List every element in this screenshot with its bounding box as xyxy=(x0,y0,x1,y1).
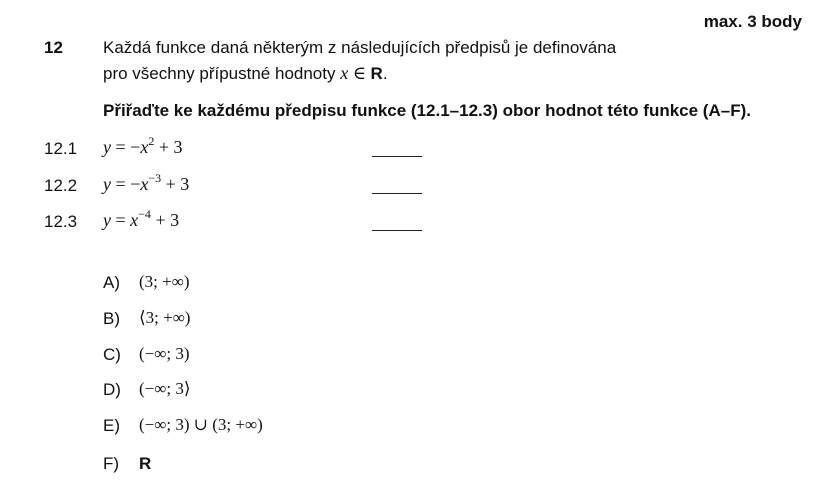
formula-variable: x xyxy=(140,137,149,157)
option-text-e: (−∞; 3) ∪ (3; +∞) xyxy=(139,415,263,434)
variable-x: x xyxy=(340,63,349,83)
question-number: 12 xyxy=(44,38,63,57)
formula-equals: = − xyxy=(111,137,141,157)
formula-exponent: −3 xyxy=(148,171,162,185)
answer-blank-12-3[interactable] xyxy=(372,230,422,231)
option-text-c: (−∞; 3) xyxy=(139,344,190,363)
formula-rest: + 3 xyxy=(161,174,190,194)
formula-12-1 xyxy=(103,134,183,158)
period: . xyxy=(382,64,388,83)
answer-blank-12-2[interactable] xyxy=(372,193,422,194)
option-letter-e: E) xyxy=(103,416,120,435)
formula-variable: x xyxy=(140,174,149,194)
task-instruction: Přiřaďte ke každému předpisu funkce (12.1–12.3) obor hodnot této funkce (A–F). xyxy=(103,101,751,120)
max-points-label: max. 3 body xyxy=(703,12,802,31)
answer-blank-12-1[interactable] xyxy=(372,156,422,157)
question-text-line-2-prefix: pro všechny přípustné hodnoty xyxy=(103,64,341,83)
formula-12-2 xyxy=(103,171,190,195)
formula-lhs: y xyxy=(103,210,111,230)
formula-equals: = − xyxy=(111,174,141,194)
formula-rest: + 3 xyxy=(154,137,183,157)
formula-exponent: 2 xyxy=(148,134,155,148)
formula-lhs: y xyxy=(103,174,111,194)
option-letter-d: D) xyxy=(103,380,121,399)
formula-variable: x xyxy=(130,210,139,230)
question-text-line-1: Každá funkce daná některým z následujících předpisů je definována xyxy=(103,38,617,57)
formula-equals: = xyxy=(111,210,131,230)
option-letter-c: C) xyxy=(103,345,121,364)
option-text-b: ⟨3; +∞) xyxy=(139,308,191,327)
option-text-d: (−∞; 3⟩ xyxy=(139,379,191,398)
option-text-a: (3; +∞) xyxy=(139,272,190,291)
formula-12-3 xyxy=(103,207,180,231)
option-letter-b: B) xyxy=(103,309,120,328)
option-text-f: R xyxy=(139,454,152,473)
formula-rest: + 3 xyxy=(150,210,180,230)
item-number-12-1: 12.1 xyxy=(44,139,78,158)
option-letter-a: A) xyxy=(103,273,120,292)
real-numbers-symbol: R xyxy=(370,64,383,83)
formula-exponent: −4 xyxy=(138,207,151,221)
formula-lhs: y xyxy=(103,137,111,157)
question-text-line-2 xyxy=(103,63,388,84)
element-of-symbol: ∈ xyxy=(348,63,371,83)
item-number-12-3: 12.3 xyxy=(44,212,78,231)
item-number-12-2: 12.2 xyxy=(44,176,78,195)
option-letter-f: F) xyxy=(103,454,120,473)
